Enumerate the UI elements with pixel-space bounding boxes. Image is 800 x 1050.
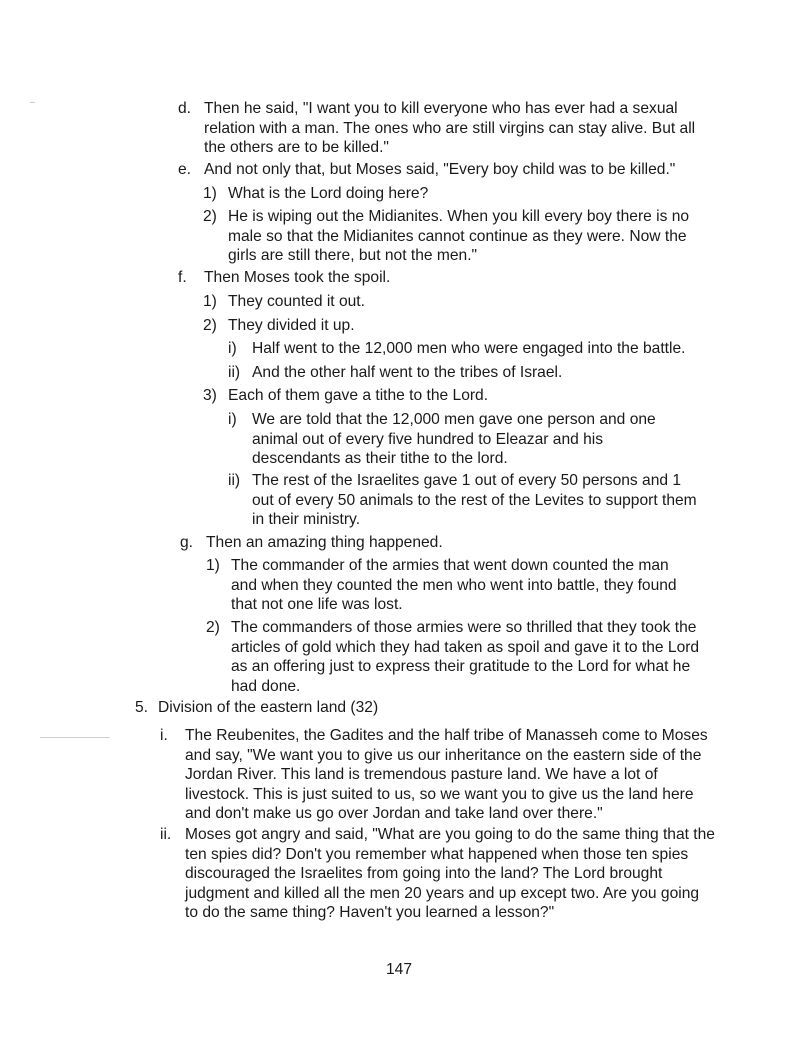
list-item-e-2 [203, 207, 723, 266]
item-marker: 2) [206, 619, 220, 636]
item-marker: i. [160, 727, 168, 744]
item-text: And not only that, but Moses said, "Every boy child was to be killed." [204, 161, 676, 178]
list-item-g-2 [206, 618, 726, 696]
item-marker: ii. [160, 826, 172, 843]
item-text: The commander of the armies that went down counted the man and when they counted the men who went into battle, they found that not one life was lost. [231, 557, 677, 613]
item-marker: i) [228, 340, 237, 357]
scan-artifact [40, 737, 110, 738]
item-text: And the other half went to the tribes of Israel. [252, 364, 563, 381]
item-text: Then Moses took the spoil. [204, 269, 391, 286]
list-item-d [178, 99, 718, 158]
item-marker: 2) [203, 317, 217, 334]
item-text: Then an amazing thing happened. [206, 534, 443, 551]
item-text: The commanders of those armies were so thrilled that they took the articles of gold which they had taken as spoil and gave it to the Lord as an offering just to express their gratitude to the Lord for what he had done. [231, 619, 700, 695]
list-item-5-ii [160, 825, 720, 923]
list-item-e-1 [203, 184, 723, 204]
scan-artifact [30, 102, 35, 103]
item-text: They counted it out. [228, 293, 365, 310]
item-marker: 3) [203, 387, 217, 404]
item-marker: e. [178, 161, 192, 178]
item-text: Moses got angry and said, "What are you going to do the same thing that the ten spies did? Don't you remember what happened when those ten spies discouraged the Israelites from going into the land? The Lord brought judgment and killed all the men 20 years and up except two. Are you going to do the same thing? Haven't you learned a lesson?" [185, 826, 715, 921]
list-item-f [178, 268, 718, 288]
item-text: What is the Lord doing here? [228, 185, 429, 202]
list-item-g [180, 533, 720, 553]
item-marker: f. [178, 269, 187, 286]
list-item-f-2 [203, 316, 723, 336]
list-item-f-2-i [228, 339, 718, 359]
item-marker: 1) [203, 185, 217, 202]
list-item-f-2-ii [228, 363, 718, 383]
list-item-g-1 [206, 556, 726, 615]
item-marker: g. [180, 534, 194, 551]
list-item-f-3-ii [228, 471, 718, 530]
item-text: Then he said, "I want you to kill everyone who has ever had a sexual relation with a man. The ones who are still virgins can stay alive. But all the others are to be killed." [204, 100, 696, 156]
item-marker: 2) [203, 208, 217, 225]
list-item-f-3 [203, 386, 723, 406]
item-marker: 1) [206, 557, 220, 574]
item-marker: i) [228, 411, 237, 428]
item-text: He is wiping out the Midianites. When you kill every boy there is no male so that the Midianites cannot continue as they were. Now the girls are still there, but not the men." [228, 208, 690, 264]
list-item-e [178, 160, 718, 180]
list-item-f-1 [203, 292, 723, 312]
item-text: The Reubenites, the Gadites and the half tribe of Manasseh come to Moses and say, "We want you to give us our inheritance on the eastern side of the Jordan River. This land is tremendous pasture land. We have a lot of livestock. This is just suited to us, so we want you to give us the land here and don't make us go over Jordan and take land over there." [185, 727, 708, 822]
item-text: The rest of the Israelites gave 1 out of every 50 persons and 1 out of every 50 animals to the rest of the Levites to support them in their ministry. [252, 472, 697, 528]
item-marker: ii) [228, 364, 241, 381]
item-marker: 5. [135, 699, 149, 716]
list-item-5 [135, 698, 715, 718]
item-text: Division of the eastern land (32) [158, 699, 379, 716]
list-item-5-i [160, 726, 720, 824]
item-text: They divided it up. [228, 317, 355, 334]
item-marker: 1) [203, 293, 217, 310]
item-text: Half went to the 12,000 men who were engaged into the battle. [252, 340, 686, 357]
item-text: Each of them gave a tithe to the Lord. [228, 387, 489, 404]
item-marker: d. [178, 100, 192, 117]
item-marker: ii) [228, 472, 241, 489]
page-number: 147 [386, 961, 413, 978]
list-item-f-3-i [228, 410, 718, 469]
item-text: We are told that the 12,000 men gave one person and one animal out of every five hundred to Eleazar and his descendants as their tithe to the lord. [252, 411, 656, 467]
